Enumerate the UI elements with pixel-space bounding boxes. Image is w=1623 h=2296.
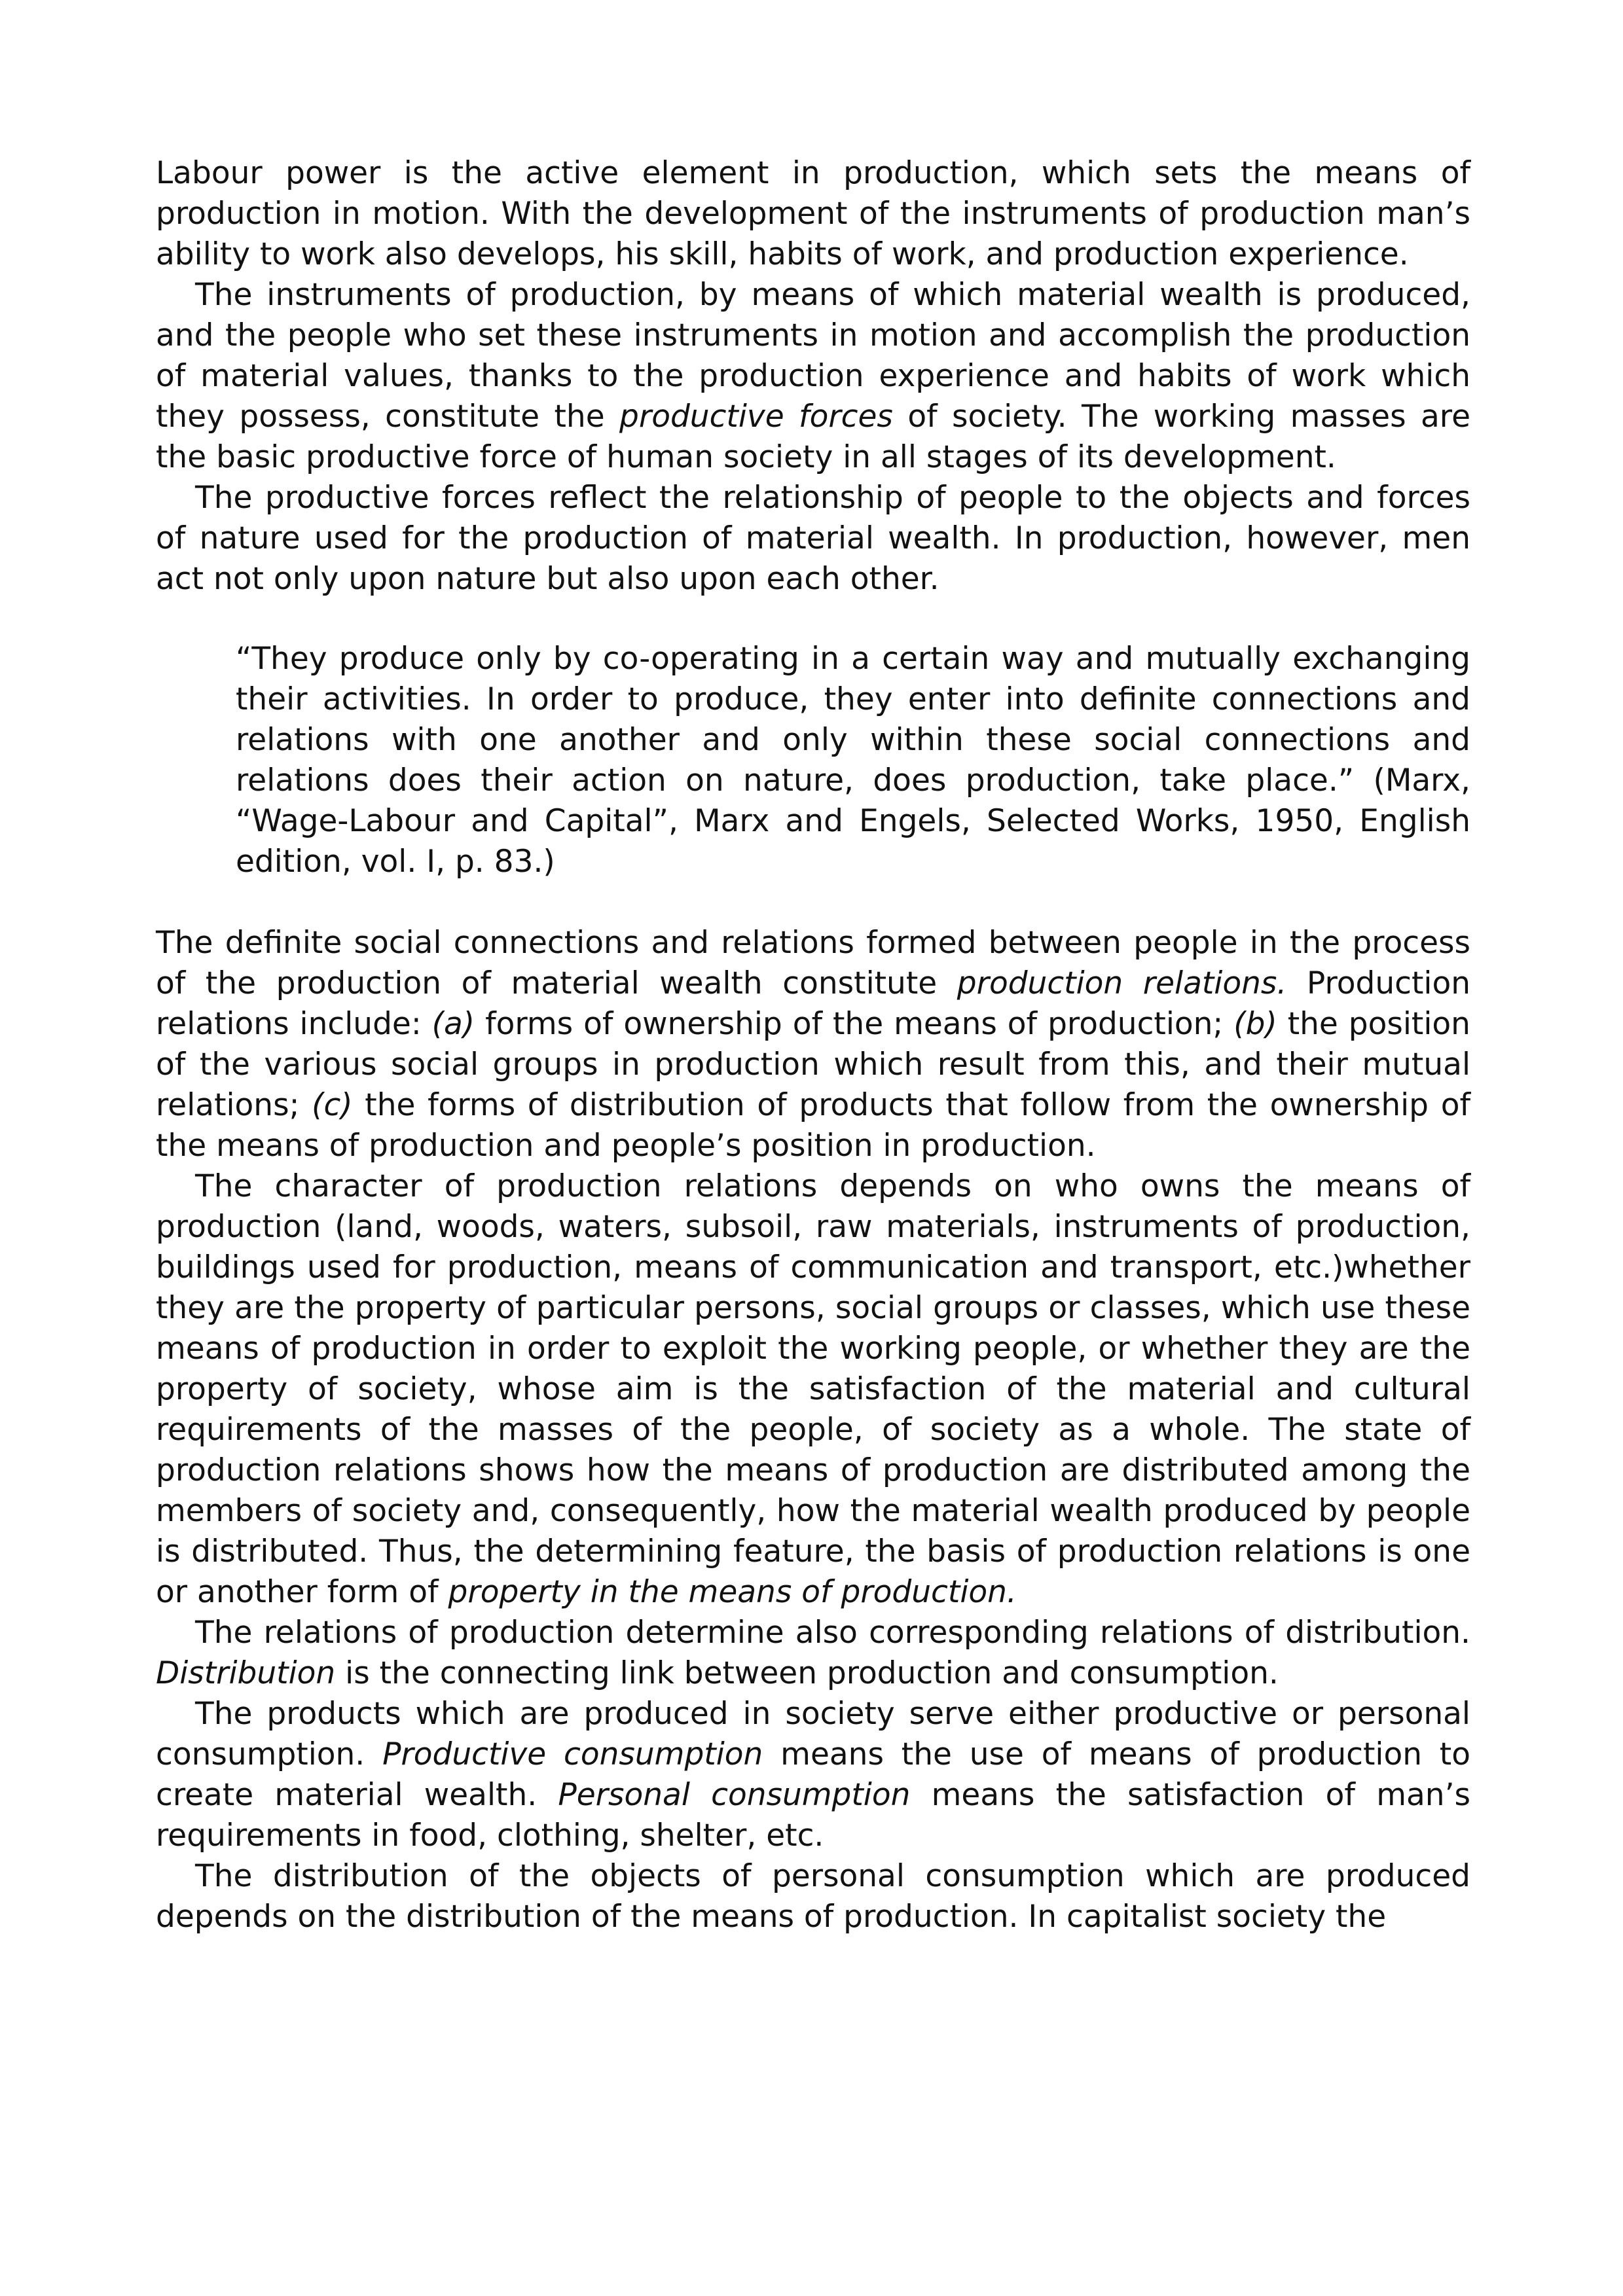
- paragraph-relationship-nature: The productive forces reflect the relationship of people to the objects and forces of nature used for the production of material wealth. In production, however, men act not only upon nature but also upon each other.: [156, 480, 1470, 597]
- paragraph-character-of-relations: [156, 1166, 1470, 1613]
- paragraph-text: The definite social connections and relations formed between people in the process of the production of material wealth constitute: [156, 925, 1470, 1001]
- italic-term: Productive consumption: [382, 1736, 763, 1772]
- document-page: [156, 153, 1470, 1937]
- paragraph-text: of society. The working masses are the basic productive force of human society in all stages of its development.: [156, 399, 1470, 475]
- paragraph-text: The relations of production determine also corresponding relations of distribution.: [195, 1615, 1470, 1651]
- paragraph-productive-forces: [156, 275, 1470, 478]
- paragraph-text: The instruments of production, by means of which material wealth is produced, and the people who set these instruments in motion and accomplish the production of material values, thanks to the production experience and habits of work which they possess, constitute the: [156, 277, 1470, 435]
- italic-term: Distribution: [156, 1655, 336, 1691]
- quote-text: “They produce only by co-operating in a certain way and mutually exchanging their activities. In order to produce, they enter into definite connections and relations with one another and only within these social connections and relations does their action on nature, does production, take place.” (Marx, “Wage-Labour and Capital”, Marx and Engels, Selected Works, 1950, English edition, vol. I, p. 83.): [236, 641, 1470, 880]
- paragraph-text: Production relations include:: [156, 965, 1470, 1042]
- italic-term: (b): [1233, 1006, 1277, 1042]
- paragraph-distribution-personal: The distribution of the objects of personal consumption which are produced depends on the distribution of the means of production. In capitalist society the: [156, 1858, 1470, 1935]
- italic-term: productive forces: [619, 399, 893, 435]
- paragraph-text: is the connecting link between production and consumption.: [335, 1655, 1279, 1691]
- italic-term: production relations.: [957, 965, 1287, 1001]
- paragraph-text: The character of production relations depends on who owns the means of production (land, woods, waters, subsoil, raw materials, instruments of production, buildings used for production, means of communication and transport, etc.)whether they are the property of particular persons, social groups or classes, which use these means of production in order to exploit the working people, or whether they are the property of society, whose aim is the satisfaction of the material and cultural requirements of the masses of the people, of society as a whole. The state of production relations shows how the means of production are distributed among the members of society and, consequently, how the material wealth produced by people is distributed. Thus, the determining feature, the basis of production relations is one or another form of: [156, 1168, 1470, 1610]
- paragraph-text: means the use of means of production to create material wealth.: [156, 1736, 1470, 1813]
- paragraph-text: the forms of distribution of products that follow from the ownership of the means of production and people’s position in production.: [156, 1087, 1470, 1164]
- paragraph-text: the position of the various social groups in production which result from this, and their mutual relations;: [156, 1006, 1470, 1123]
- paragraph-consumption: [156, 1694, 1470, 1856]
- block-quote: [236, 639, 1470, 882]
- paragraph-text: The products which are produced in society serve either productive or personal consumption.: [156, 1696, 1470, 1772]
- paragraph-distribution: [156, 1613, 1470, 1694]
- italic-term: (a): [431, 1006, 475, 1042]
- paragraph-production-relations: [156, 923, 1470, 1166]
- italic-term: (c): [312, 1087, 353, 1123]
- paragraph-text: forms of ownership of the means of production;: [475, 1006, 1234, 1042]
- paragraph-text: means the satisfaction of man’s requirements in food, clothing, shelter, etc.: [156, 1777, 1470, 1854]
- italic-term: Personal consumption: [558, 1777, 911, 1813]
- italic-term: property in the means of production.: [448, 1574, 1017, 1610]
- paragraph-labour-power: Labour power is the active element in production, which sets the means of production in motion. With the development of the instruments of production man’s ability to work also develops, his skill, habits of work, and production experience.: [156, 155, 1470, 272]
